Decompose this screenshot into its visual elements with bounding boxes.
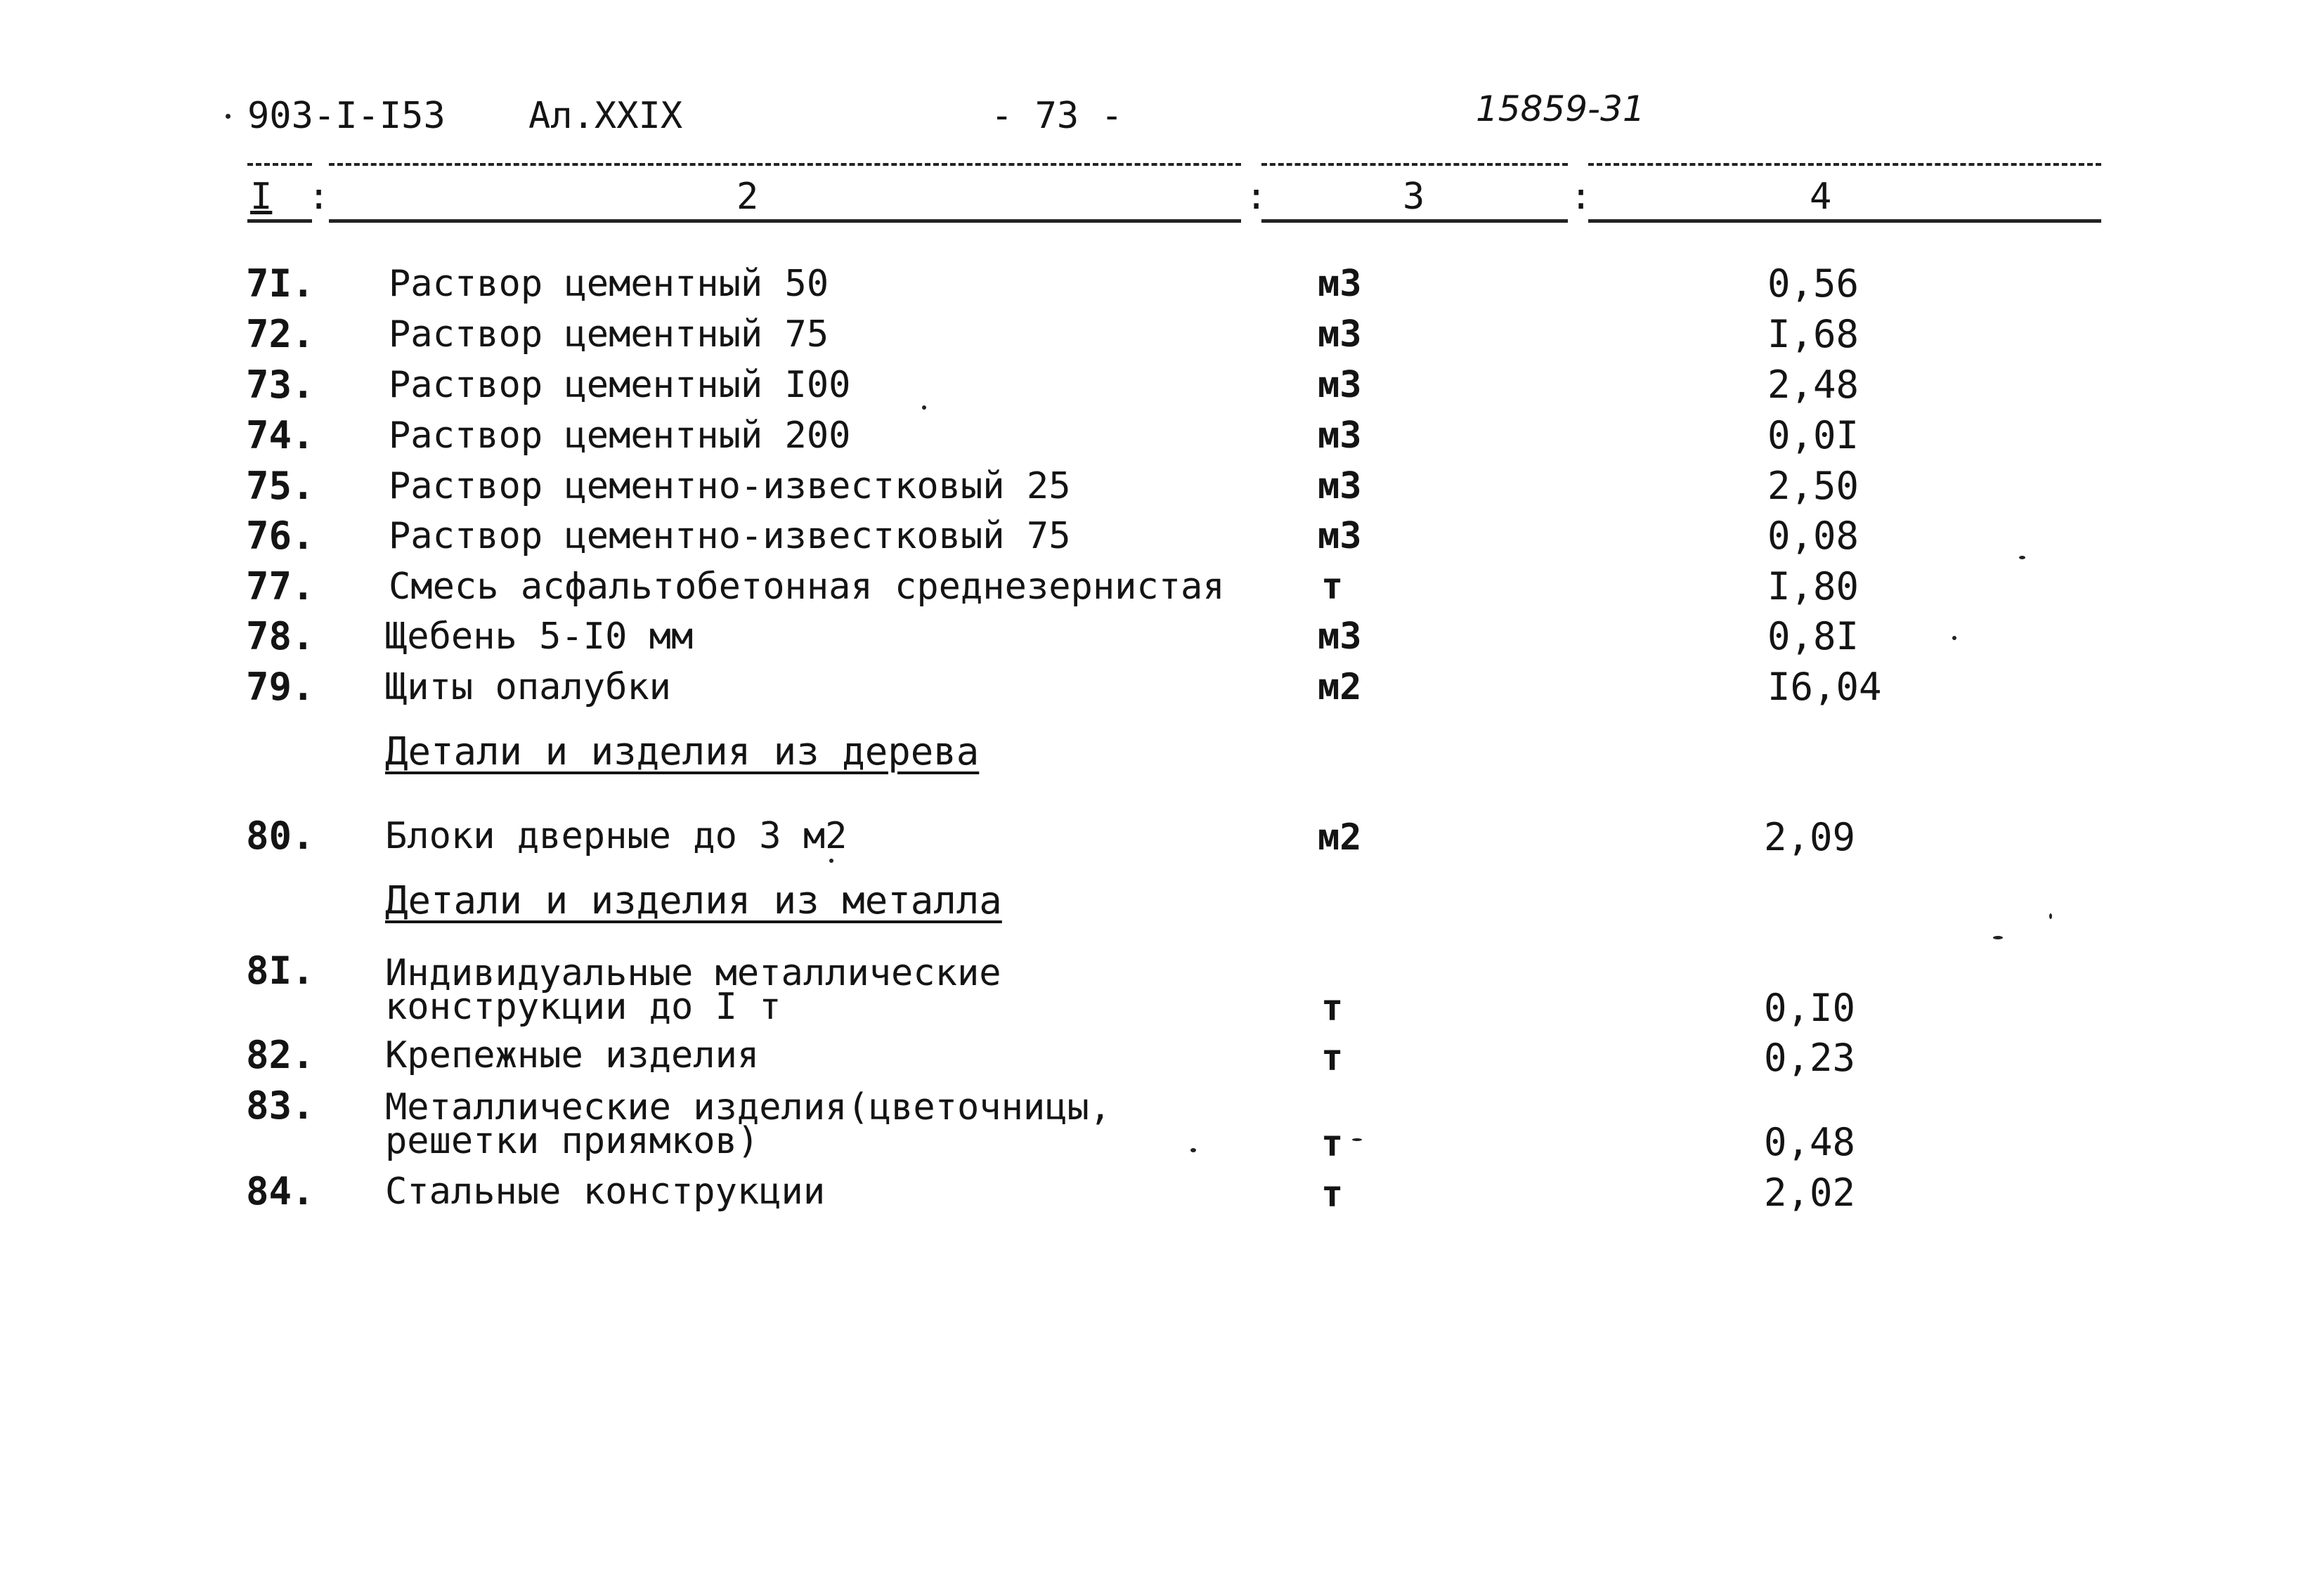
row-number: 79.	[246, 665, 315, 709]
row-number: 72.	[246, 312, 315, 356]
quantity: 0,48	[1764, 1120, 1856, 1164]
column-header-2: 2	[736, 176, 759, 218]
row-number: 76.	[246, 514, 315, 558]
bottom-rule-col1	[247, 219, 312, 223]
quantity: 2,50	[1767, 464, 1859, 508]
column-header-4: 4	[1810, 176, 1832, 218]
material-name: Раствор цементный 50	[389, 263, 829, 305]
row-number: 7I.	[246, 261, 315, 306]
unit: м2	[1318, 666, 1362, 708]
handwritten-inventory-number: 15859-31	[1476, 89, 1645, 129]
speck	[2049, 913, 2052, 919]
speck	[1993, 936, 2003, 939]
speck	[1190, 1148, 1196, 1152]
speck	[1952, 636, 1956, 640]
material-name: Крепежные изделия	[385, 1034, 760, 1076]
row-number: 83.	[246, 1083, 315, 1128]
unit: т	[1321, 1037, 1344, 1079]
row-number: 75.	[246, 464, 315, 508]
row-number: 80.	[246, 814, 315, 858]
row-number: 8I.	[246, 949, 315, 993]
row-number: 78.	[246, 614, 315, 658]
unit: м3	[1318, 515, 1362, 557]
speck	[226, 114, 231, 119]
unit: м3	[1318, 415, 1362, 457]
top-rule-col3	[1261, 163, 1568, 166]
row-number: 84.	[246, 1169, 315, 1213]
unit: м3	[1318, 616, 1362, 658]
speck	[829, 859, 833, 863]
column-header-1: I	[250, 176, 273, 218]
row-number: 74.	[246, 413, 315, 457]
quantity: 0,56	[1767, 261, 1859, 306]
quantity: I,68	[1767, 312, 1859, 356]
quantity: 0,I0	[1764, 986, 1856, 1030]
speck	[922, 405, 926, 410]
quantity: 0,0I	[1767, 413, 1859, 457]
material-name-line1: Индивидуальные металлические	[385, 952, 1001, 994]
column-header-3: 3	[1403, 176, 1425, 218]
document-code: 903-I-I53	[247, 95, 446, 137]
speck	[1352, 1138, 1362, 1141]
album-number: Ал.XXIX	[528, 95, 683, 137]
row-number: 73.	[246, 363, 315, 407]
top-rule-col4	[1588, 163, 2101, 166]
page-number: - 73 -	[991, 95, 1123, 137]
column-separator: :	[1570, 176, 1592, 218]
quantity: I,80	[1767, 564, 1859, 608]
material-name: Раствор цементно-известковый 75	[389, 515, 1071, 557]
material-name: Раствор цементно-известковый 25	[389, 465, 1071, 507]
unit: м3	[1318, 465, 1362, 507]
unit: т	[1321, 1123, 1344, 1165]
material-name: Раствор цементный 75	[389, 313, 829, 356]
unit: т	[1321, 987, 1344, 1029]
section-title-metal: Детали и изделия из металла	[385, 878, 1002, 923]
material-name: Щиты опалубки	[385, 666, 671, 708]
material-name: Щебень 5-I0 мм	[385, 616, 694, 658]
bottom-rule-col4	[1588, 219, 2101, 223]
material-name-line1: Металлические изделия(цветочницы,	[385, 1086, 1112, 1128]
speck	[2019, 556, 2025, 559]
unit: т	[1321, 566, 1344, 608]
unit: м2	[1318, 816, 1362, 859]
bottom-rule-col3	[1261, 219, 1568, 223]
bottom-rule-col2	[329, 219, 1241, 223]
section-title-wood: Детали и изделия из дерева	[385, 729, 980, 774]
quantity: 0,8I	[1767, 614, 1859, 658]
quantity: 2,09	[1764, 815, 1856, 859]
material-name: Раствор цементный 200	[389, 415, 851, 457]
top-rule-col1	[247, 163, 312, 166]
top-rule-col2	[329, 163, 1241, 166]
row-number: 77.	[246, 564, 315, 608]
quantity: 2,02	[1764, 1171, 1856, 1215]
material-name: Смесь асфальтобетонная среднезернистая	[389, 566, 1225, 608]
material-name-line2: конструкции до I т	[385, 986, 781, 1028]
unit: т	[1321, 1173, 1344, 1216]
material-name: Блоки дверные до 3 м2	[385, 815, 848, 857]
unit: м3	[1318, 364, 1362, 406]
unit: м3	[1318, 263, 1362, 305]
quantity: 2,48	[1767, 363, 1859, 407]
quantity: I6,04	[1767, 665, 1882, 709]
quantity: 0,23	[1764, 1036, 1856, 1080]
material-name: Стальные конструкции	[385, 1171, 826, 1213]
column-separator: :	[1245, 176, 1268, 218]
material-name: Раствор цементный I00	[389, 364, 851, 406]
quantity: 0,08	[1767, 514, 1859, 558]
column-separator: :	[308, 176, 330, 218]
material-name-line2: решетки приямков)	[385, 1120, 760, 1162]
unit: м3	[1318, 313, 1362, 356]
row-number: 82.	[246, 1033, 315, 1077]
